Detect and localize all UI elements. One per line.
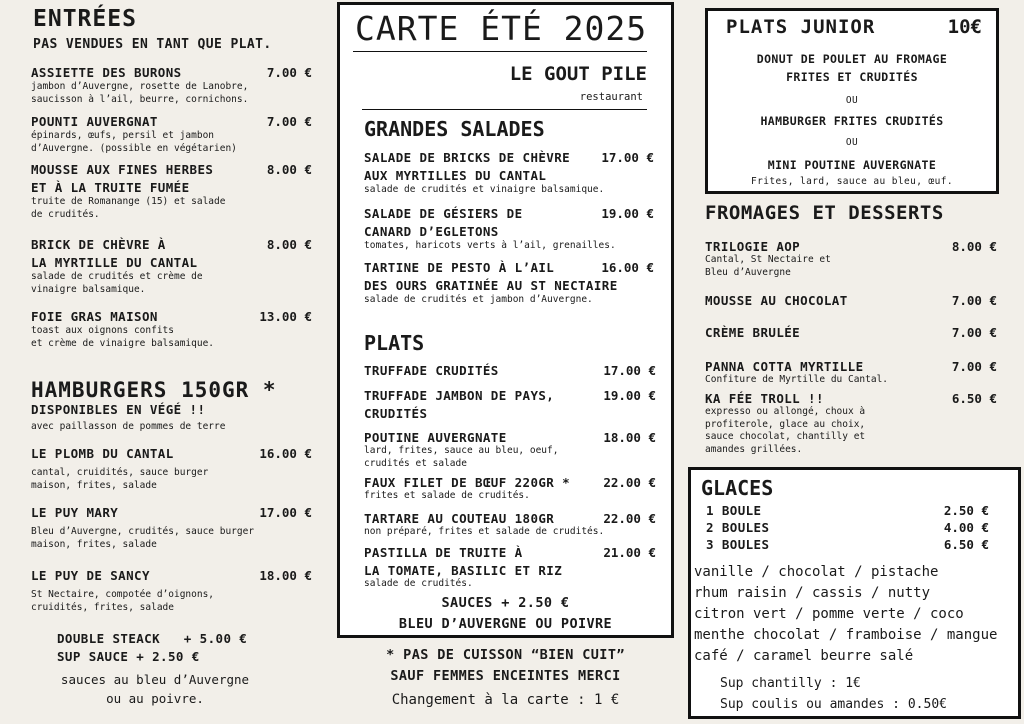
entree-item-desc: vinaigre balsamique. <box>31 283 146 295</box>
plats-title: PLATS <box>364 331 425 355</box>
plat-item-desc: salade de crudités. <box>364 578 473 589</box>
salade-item-desc: tomates, haricots verts à l’ail, grenailles. <box>364 240 616 251</box>
dessert-item-price: 6.50 € <box>951 391 997 406</box>
entree-item-price: 7.00 € <box>266 65 312 80</box>
salade-item-price: 16.00 € <box>601 260 654 275</box>
entree-item-desc: salade de crudités et crème de <box>31 271 203 282</box>
dessert-item-desc: Confiture de Myrtille du Cantal. <box>705 374 889 385</box>
dessert-item-desc: amandes grillées. <box>705 443 803 455</box>
dessert-item-name: TRILOGIE AOP <box>705 239 801 254</box>
entree-item-desc: jambon d’Auvergne, rosette de Lanobre, <box>31 81 249 92</box>
entree-item-name: BRICK DE CHÈVRE À <box>31 237 166 252</box>
plat-item-name: TRUFFADE JAMBON DE PAYS, <box>364 388 555 403</box>
entree-item-name: LA MYRTILLE DU CANTAL <box>31 255 198 270</box>
sup-chantilly: Sup chantilly : 1€ <box>720 676 861 691</box>
plat-item-desc: non préparé, frites et salade de crudités. <box>364 526 605 537</box>
burger-item-price: 17.00 € <box>259 505 312 520</box>
plat-item-desc: frites et salade de crudités. <box>364 490 530 501</box>
entree-item-name: FOIE GRAS MAISON <box>31 309 158 324</box>
junior-price: 10€ <box>947 16 982 38</box>
cuisson-line-2: SAUF FEMMES ENCEINTES MERCI <box>390 668 621 684</box>
flavour-line-5: café / caramel beurre salé <box>694 648 914 664</box>
salade-item-name: AUX MYRTILLES DU CANTAL <box>364 168 547 183</box>
plat-item-desc: lard, frites, sauce au bleu, oeuf, <box>364 445 559 456</box>
dessert-item-desc: expresso ou allongé, choux à <box>705 406 866 417</box>
flavour-line-1: vanille / chocolat / pistache <box>694 564 939 580</box>
plat-item-name: TRUFFADE CRUDITÉS <box>364 363 499 378</box>
entree-item-desc: et crème de vinaigre balsamique. <box>31 337 215 349</box>
dessert-item-desc: sauce chocolat, chantilly et <box>705 431 866 442</box>
salade-item-name: DES OURS GRATINÉE AU ST NECTAIRE <box>364 278 618 293</box>
plat-item-price: 21.00 € <box>603 545 656 560</box>
glace-size-price: 2.50 € <box>943 503 989 518</box>
glaces-title: GLACES <box>701 476 774 500</box>
plat-item-name: TARTARE AU COUTEAU 180GR <box>364 511 555 526</box>
restaurant-label: restaurant <box>579 91 643 103</box>
brand-divider <box>362 109 647 110</box>
dessert-item-name: KA FÉE TROLL !! <box>705 391 824 406</box>
entree-item-desc: d’Auvergne. (possible en végétarien) <box>31 142 237 154</box>
extra-sup-sauce: SUP SAUCE + 2.50 € <box>57 649 200 664</box>
entree-item-desc: de crudités. <box>31 208 100 220</box>
entree-item-price: 8.00 € <box>266 237 312 252</box>
salade-item-desc: salade de crudités et vinaigre balsamique. <box>364 184 605 195</box>
burger-item-name: LE PUY DE SANCY <box>31 568 150 583</box>
change-note: Changement à la carte : 1 € <box>391 692 620 708</box>
plat-item-name: PASTILLA DE TRUITE À <box>364 545 523 560</box>
dessert-item-price: 7.00 € <box>951 359 997 374</box>
burger-item-desc: Bleu d’Auvergne, crudités, sauce burger <box>31 526 255 537</box>
entree-item-desc: saucisson à l’ail, beurre, cornichons. <box>31 93 249 105</box>
glace-size-label: 2 BOULES <box>706 520 770 535</box>
entree-item-price: 8.00 € <box>266 162 312 177</box>
salades-title: GRANDES SALADES <box>364 117 545 141</box>
burger-item-desc: St Nectaire, compotée d’oignons, <box>31 589 215 600</box>
glaces-flavours <box>694 562 997 667</box>
desserts-title: FROMAGES ET DESSERTS <box>705 202 944 224</box>
burger-item-name: LE PUY MARY <box>31 505 119 520</box>
salade-item-price: 17.00 € <box>601 150 654 165</box>
dessert-item-name: PANNA COTTA MYRTILLE <box>705 359 864 374</box>
salade-item-name: SALADE DE GÉSIERS DE <box>364 206 523 221</box>
sup-coulis: Sup coulis ou amandes : 0.50€ <box>720 697 947 712</box>
cuisson-note <box>337 645 674 687</box>
center-menu-box <box>337 2 674 638</box>
dessert-item-name: CRÈME BRULÉE <box>705 325 801 340</box>
entree-item-desc: toast aux oignons confits <box>31 325 174 336</box>
sauces-line-1: sauces au bleu d’Auvergne <box>60 672 250 687</box>
plat-item-price: 18.00 € <box>603 430 656 445</box>
dessert-item-desc: Cantal, St Nectaire et <box>705 254 831 265</box>
entree-item-desc: épinards, œufs, persil et jambon <box>31 130 215 141</box>
plat-item-price: 17.00 € <box>603 363 656 378</box>
center-sauces-price: SAUCES + 2.50 € <box>441 595 570 611</box>
plat-item-desc: crudités et salade <box>364 457 467 469</box>
entree-item-name: ET À LA TRUITE FUMÉE <box>31 180 190 195</box>
entrees-subtitle: PAS VENDUES EN TANT QUE PLAT. <box>33 37 272 52</box>
salade-item-name: CANARD D’EGLETONS <box>364 224 499 239</box>
dessert-item-desc: Bleu d’Auvergne <box>705 266 791 278</box>
flavour-line-3: citron vert / pomme verte / coco <box>694 606 964 622</box>
restaurant-name: LE GOUT PILE <box>509 63 647 85</box>
dessert-item-price: 8.00 € <box>951 239 997 254</box>
plat-item-name: POUTINE AUVERGNATE <box>364 430 507 445</box>
burger-item-name: LE PLOMB DU CANTAL <box>31 446 174 461</box>
menu-title: CARTE ÉTÉ 2025 <box>355 9 648 48</box>
glace-size-label: 1 BOULE <box>706 503 762 518</box>
salade-item-name: SALADE DE BRICKS DE CHÈVRE <box>364 150 571 165</box>
cuisson-line-1: * PAS DE CUISSON “BIEN CUIT” <box>386 647 625 663</box>
glace-size-price: 6.50 € <box>943 537 989 552</box>
junior-title: PLATS JUNIOR <box>726 16 876 38</box>
plat-item-name: FAUX FILET DE BŒUF 220GR * <box>364 475 571 490</box>
title-divider <box>353 51 647 52</box>
plat-item-price: 22.00 € <box>603 511 656 526</box>
burger-item-desc: cantal, cruidités, sauce burger <box>31 467 209 478</box>
entree-item-price: 13.00 € <box>259 309 312 324</box>
burger-item-price: 18.00 € <box>259 568 312 583</box>
burger-item-desc: maison, frites, salade <box>31 479 157 491</box>
entree-item-desc: truite de Romanange (15) et salade <box>31 196 226 207</box>
glaces-box <box>688 467 1021 719</box>
salade-item-name: TARTINE DE PESTO À L’AIL <box>364 260 555 275</box>
glace-size-price: 4.00 € <box>943 520 989 535</box>
plat-item-name: LA TOMATE, BASILIC ET RIZ <box>364 563 563 578</box>
entree-item-name: POUNTI AUVERGNAT <box>31 114 158 129</box>
extra-double-steack: DOUBLE STEACK + 5.00 € <box>57 631 248 646</box>
hamburgers-subtitle: DISPONIBLES EN VÉGÉ !! <box>31 402 206 417</box>
plat-item-price: 22.00 € <box>603 475 656 490</box>
plat-item-price: 19.00 € <box>603 388 656 403</box>
dessert-item-name: MOUSSE AU CHOCOLAT <box>705 293 848 308</box>
burger-item-price: 16.00 € <box>259 446 312 461</box>
center-sauces <box>340 593 671 635</box>
salade-item-desc: salade de crudités et jambon d’Auvergne. <box>364 294 593 305</box>
dessert-item-price: 7.00 € <box>951 325 997 340</box>
entree-item-name: ASSIETTE DES BURONS <box>31 65 182 80</box>
glace-size-label: 3 BOULES <box>706 537 770 552</box>
junior-box: PLATS JUNIOR 10€ DONUT DE POULET AU FROMAGE FRITES ET CRUDITÉS OU HAMBURGER FRITES CRUDITÉS OU MINI POUTINE AUVERGNATE Frites, lard, sauce au bleu, œuf. <box>705 8 999 194</box>
center-sauces-options: BLEU D’AUVERGNE OU POIVRE <box>398 616 613 632</box>
burger-item-desc: cruidités, frites, salade <box>31 601 174 613</box>
dessert-item-price: 7.00 € <box>951 293 997 308</box>
plat-item-name: CRUDITÉS <box>364 406 428 421</box>
burger-item-desc: maison, frites, salade <box>31 538 157 550</box>
entree-item-name: MOUSSE AUX FINES HERBES <box>31 162 214 177</box>
burger-sauces-note <box>40 670 270 708</box>
hamburgers-note: avec paillasson de pommes de terre <box>31 421 226 432</box>
dessert-item-desc: profiterole, glace au choix, <box>705 418 866 430</box>
sauces-line-2: ou au poivre. <box>106 691 204 706</box>
entree-item-price: 7.00 € <box>266 114 312 129</box>
flavour-line-2: rhum raisin / cassis / nutty <box>694 585 931 601</box>
salade-item-price: 19.00 € <box>601 206 654 221</box>
hamburgers-title: HAMBURGERS 150GR * <box>31 378 277 402</box>
flavour-line-4: menthe chocolat / framboise / mangue <box>694 627 998 643</box>
entrees-title: ENTRÉES <box>33 6 137 32</box>
